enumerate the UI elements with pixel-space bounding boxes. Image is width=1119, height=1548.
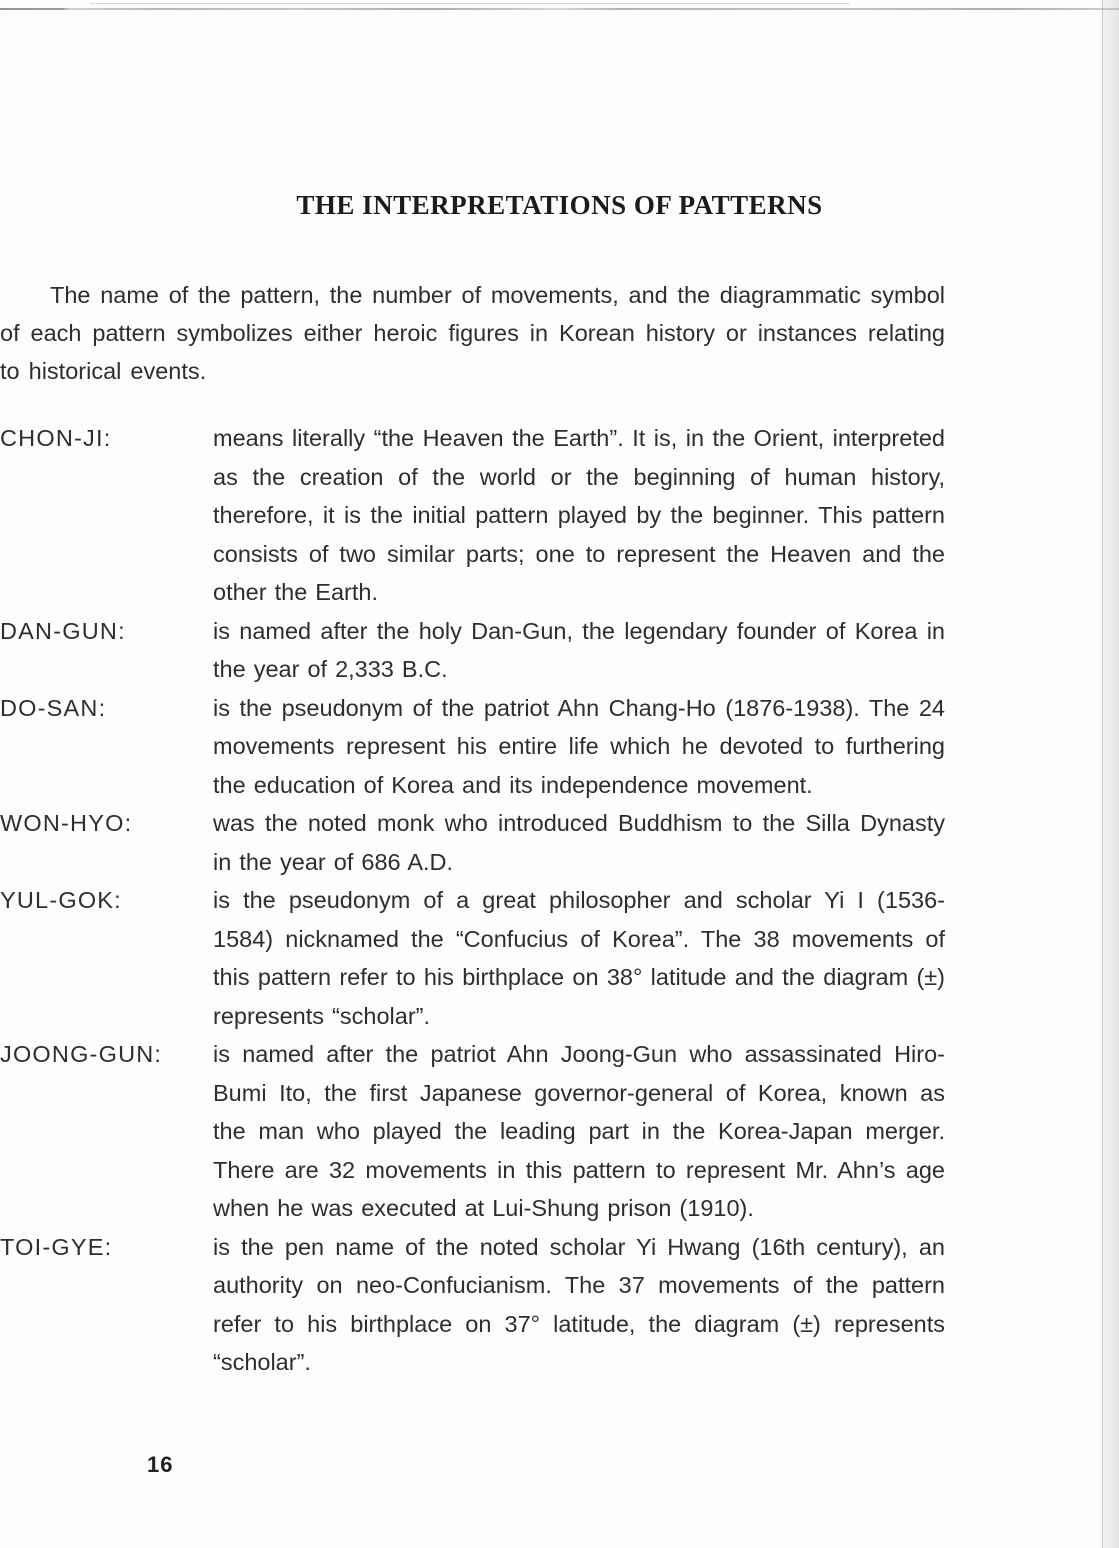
entry-won-hyo [0, 804, 945, 881]
pattern-definition: means literally “the Heaven the Earth”. It is, in the Orient, interpreted as the creation of the world or the beginning of human history, therefore, it is the initial pattern played by the beginner. This pattern consists of two similar parts; one to represent the Heaven and the other the Earth. [213, 425, 945, 605]
pattern-term: DO-SAN: [0, 694, 107, 721]
pattern-term: DAN-GUN: [0, 617, 126, 644]
pattern-definition-list [0, 419, 945, 1382]
pattern-definition: is the pseudonym of the patriot Ahn Chang-Ho (1876-1938). The 24 movements represent his entire life which he devoted to furthering the education of Korea and its independence movement. [213, 694, 945, 798]
intro-paragraph: The name of the pattern, the number of movements, and the diagrammatic symbol of each pattern symbolizes either heroic figures in Korean history or instances relating to historical events. [0, 282, 945, 384]
entry-yul-gok [0, 881, 945, 1035]
pattern-term: YUL-GOK: [0, 887, 122, 913]
entry-dan-gun [0, 612, 945, 689]
pattern-term: WON-HYO: [0, 810, 133, 836]
page-title: THE INTERPRETATIONS OF PATTERNS [296, 190, 823, 220]
pattern-definition: is the pseudonym of a great philosopher and scholar Yi I (1536-1584) nicknamed the “Confucius of Korea”. The 38 movements of this pattern refer to his birthplace on 38° latitude and the diagram (±) represents “scholar”. [213, 887, 945, 1029]
pattern-definition: is named after the holy Dan-Gun, the legendary founder of Korea in the year of 2,333 B.C. [213, 617, 945, 682]
pattern-term: CHON-JI: [0, 425, 112, 451]
page-edge-shadow [1102, 0, 1119, 1548]
entry-do-san [0, 689, 945, 805]
pattern-definition: was the noted monk who introduced Buddhism to the Silla Dynasty in the year of 686 A.D. [213, 810, 945, 875]
scan-artifact-line-secondary [90, 3, 850, 4]
pattern-definition: is named after the patriot Ahn Joong-Gun who assassinated Hiro-Bumi Ito, the first Japanese governor-general of Korea, known as the man who played the leading part in the Korea-Japan merger. There are 32 movements in this pattern to represent Mr. Ahn’s age when he was executed at Lui-Shung prison (1910). [213, 1041, 945, 1221]
entry-joong-gun [0, 1035, 945, 1228]
entry-toi-gye [0, 1228, 945, 1382]
pattern-term: JOONG-GUN: [0, 1041, 163, 1067]
scan-artifact-line [0, 8, 1119, 10]
entry-chon-ji [0, 419, 945, 612]
pattern-definition: is the pen name of the noted scholar Yi Hwang (16th century), an authority on neo-Confucianism. The 37 movements of the pattern refer to his birthplace on 37° latitude, the diagram (±) represents “scholar”. [213, 1233, 945, 1375]
page-number: 16 [147, 1452, 174, 1477]
pattern-term: TOI-GYE: [0, 1233, 113, 1260]
